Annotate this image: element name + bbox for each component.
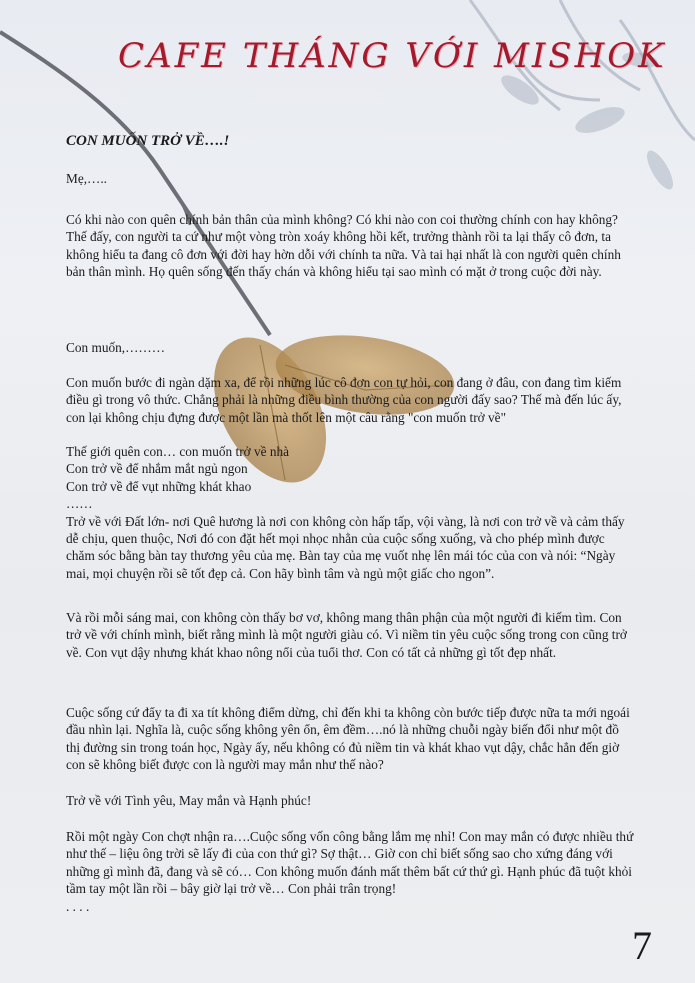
article-paragraph: Trở về với Tình yêu, May mắn và Hạnh phúc! [66,793,312,808]
article-paragraph: Rồi một ngày Con chợt nhận ra….Cuộc sống vốn công bằng lắm mẹ nhỉ! Con may mắn có được nhiều thứ như thế – liệu ông trời sẽ lấy đi của con thứ gì? Sợ thật… Giờ con chỉ biết sống sao cho xứng đáng với những gì mình đã, đang và sẽ có… Con không muốn đánh mất thêm bất cứ thứ gì. Hạnh phúc đã tuột khỏi tầm tay một lần rồi – bây giờ lại trở về… Con phải trân trọng! . . . . [66,829,634,914]
magazine-title: CAFE THÁNG VỚI MISHOK [118,36,667,76]
article-paragraph: Và rồi mỗi sáng mai, con không còn thấy bơ vơ, không mang thân phận của một người đi kiếm tìm. Con trở về với chính mình, biết rằng mình là một người giàu có. Vì niềm tin yêu cuộc sống trong con cũng trở về. Con vụt dậy nhưng khát khao nông nổi của tuổi thơ. Con có tất cả những gì tốt đẹp nhất. [66,610,627,660]
article-paragraph: Thế giới quên con… con muốn trở về nhà Con trở về để nhắm mắt ngủ ngon Con trở về để vụt những khát khao …… Trở về với Đất lớn- nơi Quê hương là nơi con không còn hấp tấp, vội vàng, là nơi con trở về và cảm thấy dễ chịu, quen thuộc, Nơi đó con đặt hết mọi nhọc nhằn của cuộc sống xuống, và cho phép mình được chăm sóc bằng bàn tay thương yêu của mẹ. Bàn tay của mẹ vuốt nhẹ lên mái tóc của con và nói: “Ngày mai, mọi chuyện rồi sẽ tốt đẹp cả. Con hãy bình tâm và ngủ một giấc cho ngon”. [66,444,625,581]
article-paragraph: Có khi nào con quên chính bản thân của mình không? Có khi nào con coi thường chính con hay không? Thế đấy, con người ta cứ như một vòng tròn xoáy không hồi kết, trưởng thành rồi ta lại thấy cô đơn, ta không hiểu ta đang cô đơn với đời hay hờn dỗi với chính ta nữa. Và tai hại nhất là con người quên chính bản thân mình. Họ quên sống đến thấy chán và không hiểu tại sao mình có mặt ở trong cuộc đời này. [66,212,621,280]
article-paragraph: Cuộc sống cứ đẩy ta đi xa tít không điểm dừng, chỉ đến khi ta không còn bước tiếp được nữa ta mới ngoái đầu nhìn lại. Nghĩa là, cuộc sống không yên ổn, êm đềm….nó là những chuỗi ngày biến đổi như một đồ thị đường sin trong toán học, Ngày ấy, nếu không có đủ niềm tin và khát khao vụt dậy, chắc hẳn đến giờ con sẽ không biết được con là người may mắn như thế nào? [66,705,630,773]
article-paragraph: Con muốn bước đi ngàn dặm xa, để rồi những lúc cô đơn con tự hỏi, con đang ở đâu, con đang tìm kiếm điều gì trong vô thức. Chẳng phải là những điều bình thường của con người đấy sao? Thế mà đến lúc ấy, con lại không chịu đựng được một lần mà thốt lên một câu rằng "con muốn trở về" [66,375,622,425]
page-number: 7 [632,923,652,968]
article-heading: CON MUỐN TRỞ VỀ….! [66,133,230,149]
greeting-paragraph: Mẹ,….. [66,171,107,186]
article-paragraph: Con muốn,……… [66,340,165,355]
